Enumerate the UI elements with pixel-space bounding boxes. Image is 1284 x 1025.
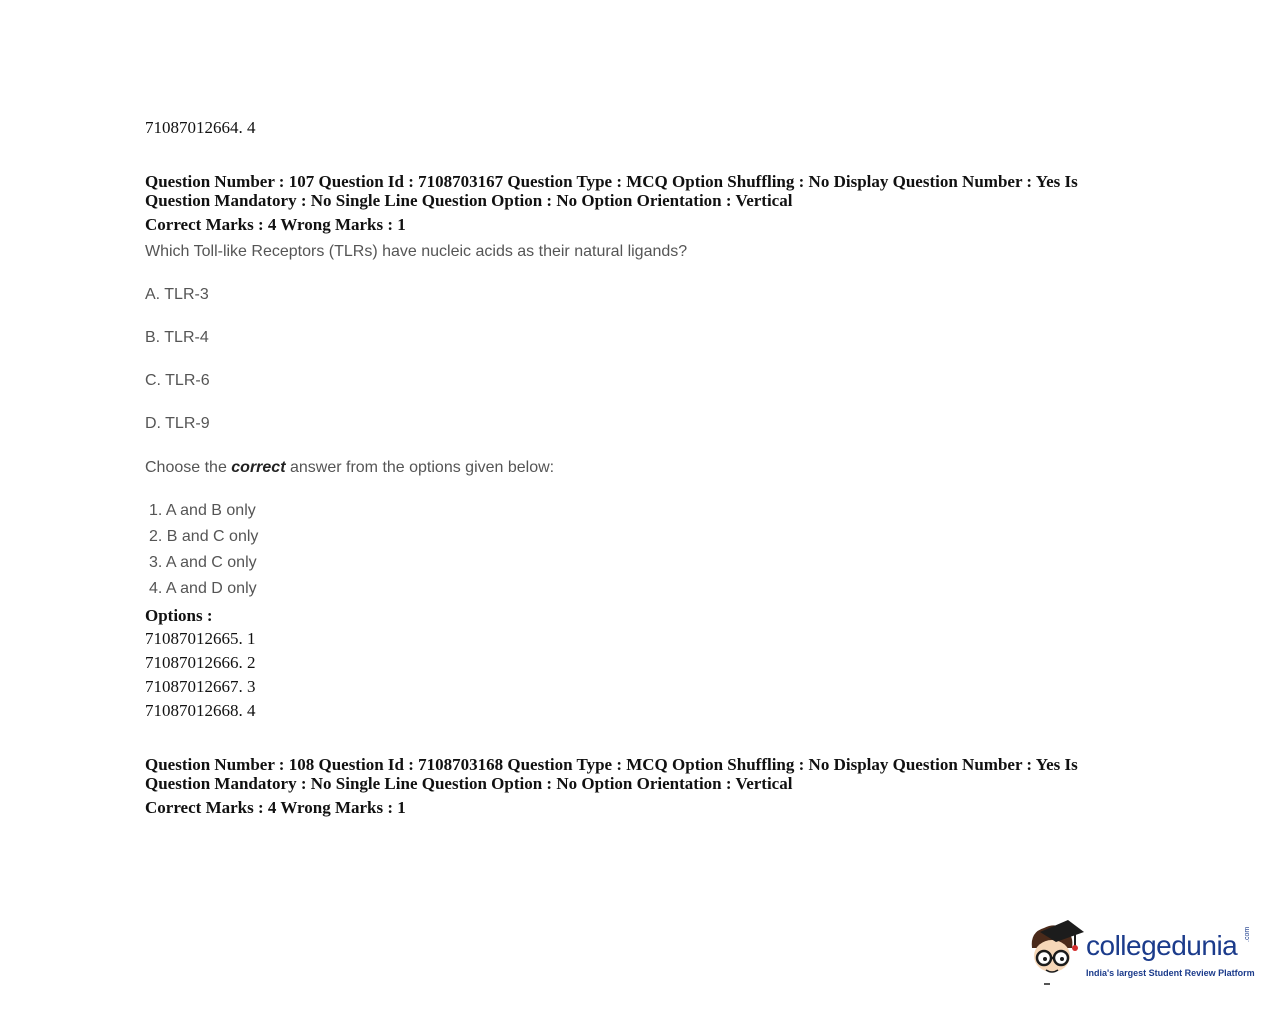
logo-brand-text: collegedunia [1086,930,1238,961]
instruction-text: Choose the correct answer from the options given below: [145,459,555,476]
question-meta-line-1: Question Number : 107 Question Id : 7108703167 Question Type : MCQ Option Shuffling : No Display Question Number : Yes Is [145,172,1078,191]
choice-2: 2. B and C only [149,528,259,545]
question-meta-line-1: Question Number : 108 Question Id : 7108703168 Question Type : MCQ Option Shuffling : No Display Question Number : Yes Is [145,755,1078,774]
collegedunia-logo [1026,918,1256,988]
options-label: Options : [145,606,213,625]
option-2: 71087012666. 2 [145,653,256,672]
instruction-emphasis: correct [231,459,286,476]
question-meta-line-2: Question Mandatory : No Single Line Question Option : No Option Orientation : Vertical [145,191,793,210]
statement-c: C. TLR-6 [145,372,210,389]
question-marks: Correct Marks : 4 Wrong Marks : 1 [145,798,406,817]
logo-tld-text: .com [1244,926,1251,942]
choice-4: 4. A and D only [149,580,257,597]
choice-1: 1. A and B only [149,502,256,519]
option-4: 71087012668. 4 [145,701,256,720]
question-meta-line-2: Question Mandatory : No Single Line Question Option : No Option Orientation : Vertical [145,774,793,793]
question-text: Which Toll-like Receptors (TLRs) have nucleic acids as their natural ligands? [145,243,688,260]
mascot-graduation-cap-icon [1026,918,1086,988]
option-1: 71087012665. 1 [145,629,256,648]
question-marks: Correct Marks : 4 Wrong Marks : 1 [145,215,406,234]
logo-tagline: India's largest Student Review Platform [1086,968,1255,978]
statement-b: B. TLR-4 [145,329,209,346]
choice-3: 3. A and C only [149,554,257,571]
previous-option: 71087012664. 4 [145,118,256,137]
statement-d: D. TLR-9 [145,415,210,432]
statement-a: A. TLR-3 [145,286,209,303]
option-3: 71087012667. 3 [145,677,256,696]
